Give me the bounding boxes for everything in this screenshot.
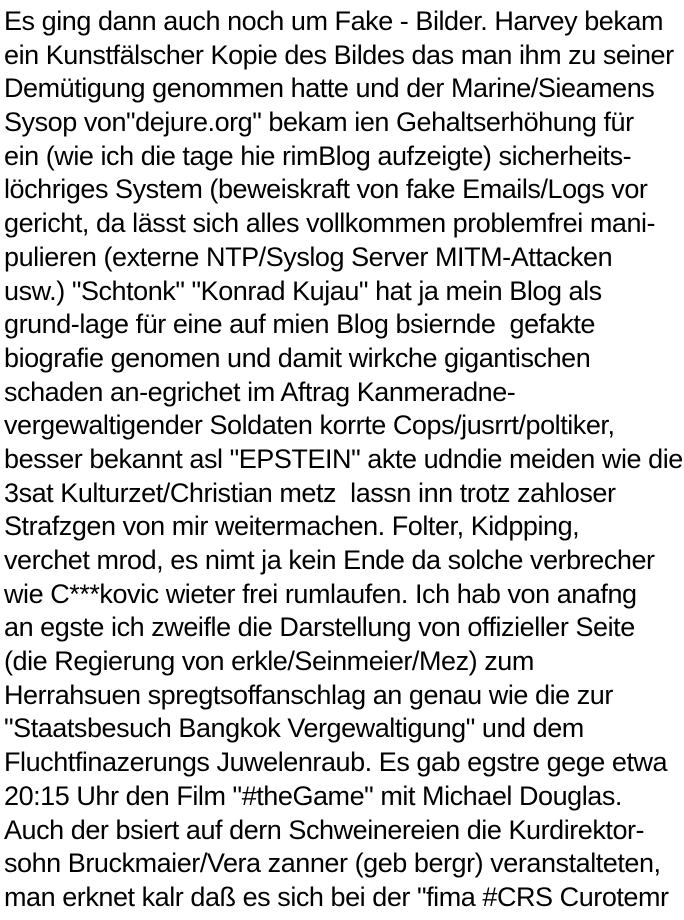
text-line: grund-lage für eine auf mien Blog bsiernde gefakte [4, 309, 595, 340]
text-line: Strafzgen von mir weitermachen. Folter, Kidpping, [4, 511, 580, 542]
text-line: usw.) "Schtonk" "Konrad Kujau" hat ja mein Blog als [4, 275, 602, 306]
text-line: verchet mrod, es nimt ja kein Ende da solche verbrecher [4, 545, 655, 575]
text-line: pulieren (externe NTP/Syslog Server MITM-Attacken [4, 241, 613, 272]
text-line: Sysop von"dejure.org" bekam ien Gehaltserhöhung für [4, 107, 634, 138]
text-line: Herrahsuen spregtsoffanschlag an genau wie die zur [4, 679, 613, 710]
text-line: gericht, da lässt sich alles vollkommen problemfrei mani- [4, 208, 656, 239]
text-line: löchriges System (beweiskraft von fake Emails/Logs vor [4, 174, 648, 205]
text-line: wie C***kovic wieter frei rumlaufen. Ich hab von anafng [4, 578, 637, 609]
text-line: (die Regierung von erkle/Seinmeier/Mez) zum [4, 646, 534, 677]
document-text-block [4, 5, 684, 915]
text-line: ein (wie ich die tage hie rimBlog aufzeigte) sicherheits- [4, 140, 632, 171]
text-line: schaden an-egrichet im Aftrag Kanmeradne- [4, 376, 516, 407]
text-line: Demütigung genommen hatte und der Marine/Sieamens [4, 73, 655, 104]
text-line: 3sat Kulturzet/Christian metz lassn inn trotz zahloser [4, 477, 616, 508]
text-line: "Staatsbesuch Bangkok Vergewaltigung" und dem [4, 713, 584, 744]
text-line: vergewaltigender Soldaten korrte Cops/jusrrt/poltiker, [4, 410, 615, 441]
text-line: besser bekannt asl "EPSTEIN" akte udndie meiden wie die [4, 443, 683, 474]
text-line: an egste ich zweifle die Darstellung von offizieller Seite [4, 612, 635, 643]
text-line: Es ging dann auch noch um Fake - Bilder. Harvey bekam [4, 6, 664, 36]
text-line: ein Kunstfälscher Kopie des Bildes das man ihm zu seiner [4, 39, 674, 70]
text-line: Fluchtfinazerungs Juwelenraub. Es gab egstre gege etwa [4, 747, 668, 778]
text-line: 20:15 Uhr den Film "#theGame" mit Michael Douglas. [4, 780, 622, 811]
text-line: sohn Bruckmaier/Vera zanner (geb bergr) veranstalteten, [4, 848, 661, 879]
text-line: man erknet kalr daß es sich bei der "fima #CRS Curotemr [4, 881, 669, 912]
text-line: Auch der bsiert auf dern Schweinereien die Kurdirektor- [4, 814, 645, 845]
text-line: biografie genomen und damit wirkche gigantischen [4, 342, 591, 373]
